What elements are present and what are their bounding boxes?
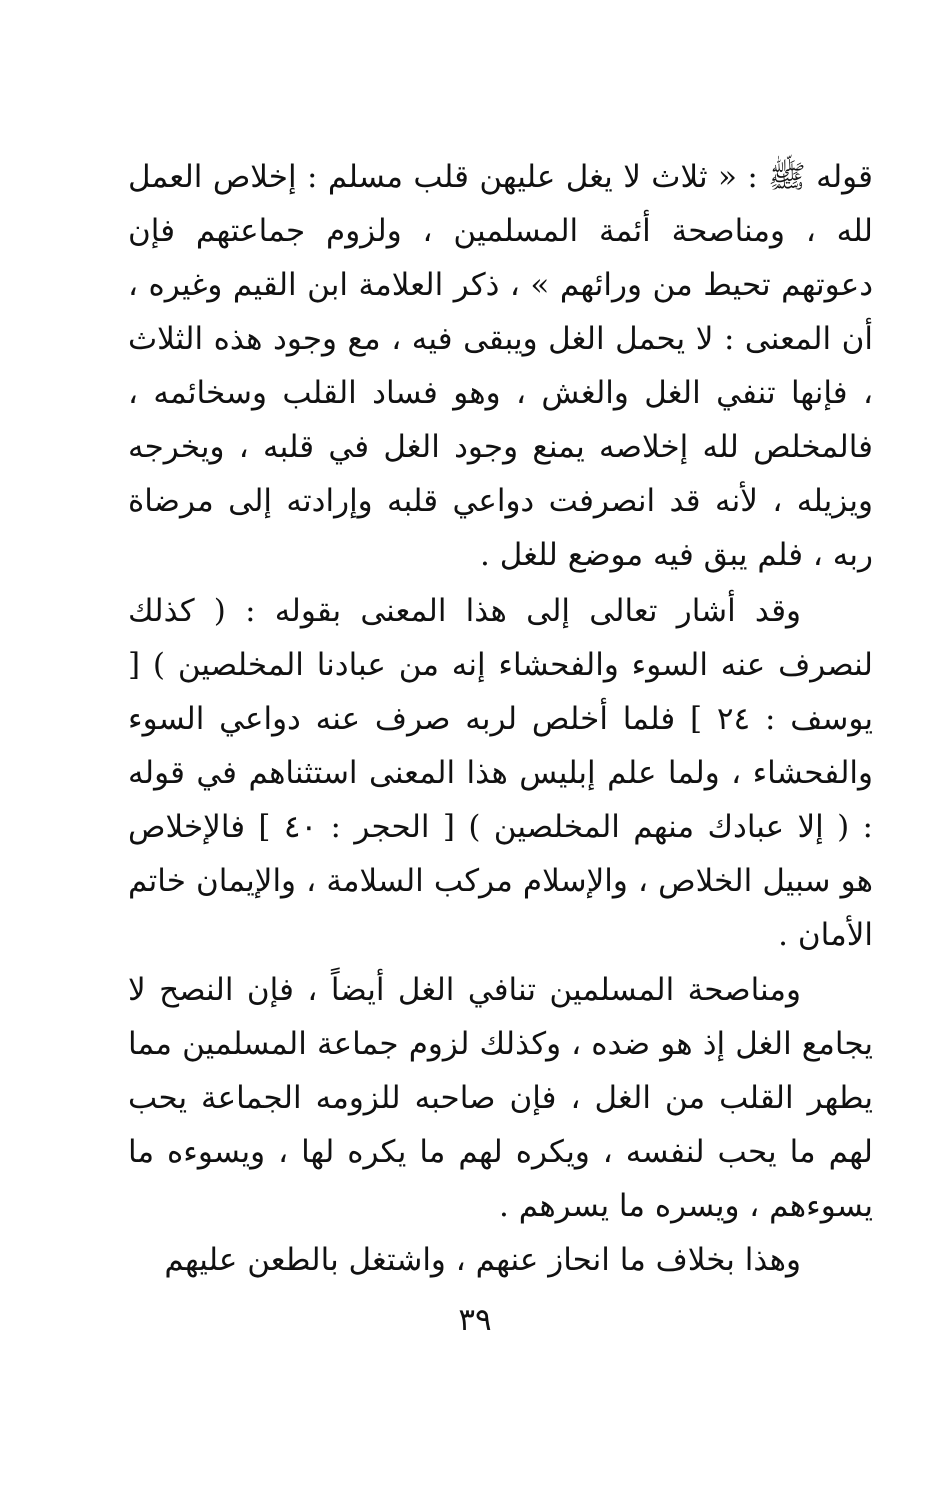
paragraph-2	[128, 584, 873, 962]
paragraph-4	[128, 1233, 873, 1287]
paragraph-1-text: قوله ﷺ : « ثلاث لا يغل عليهن قلب مسلم : إخلاص العمل لله ، ومناصحة أئمة المسلمين ، ولزوم جماعتهم فإن دعوتهم تحيط من ورائهم » ، ذكر العلامة ابن القيم وغيره ، أن المعنى : لا يحمل الغل ويبقى فيه ، مع وجود هذه الثلاث ، فإنها تنفي الغل والغش ، وهو فساد القلب وسخائمه ، فالمخلص لله إخلاصه يمنع وجود الغل في قلبه ، ويخرجه ويزيله ، لأنه قد انصرفت دواعي قلبه وإرادته إلى مرضاة ربه ، فلم يبق فيه موضع للغل .	[128, 159, 873, 573]
page-number: ٣٩	[458, 1302, 492, 1338]
paragraph-3-text: ومناصحة المسلمين تنافي الغل أيضاً ، فإن النصح لا يجامع الغل إذ هو ضده ، وكذلك لزوم جماعة المسلمين مما يطهر القلب من الغل ، فإن صاحبه للزومه الجماعة يحب لهم ما يحب لنفسه ، ويكره لهم ما يكره لها ، ويسوءه ما يسوءهم ، ويسره ما يسرهم .	[128, 972, 873, 1224]
paragraph-2-text: وقد أشار تعالى إلى هذا المعنى بقوله : ( كذلك لنصرف عنه السوء والفحشاء إنه من عبادنا المخلصين ) [ يوسف : ٢٤ ] فلما أخلص لربه صرف عنه دواعي السوء والفحشاء ، ولما علم إبليس هذا المعنى استثناهم في قوله : ( إلا عبادك منهم المخلصين ) [ الحجر : ٤٠ ] فالإخلاص هو سبيل الخلاص ، والإسلام مركب السلامة ، والإيمان خاتم الأمان .	[128, 593, 873, 953]
paragraph-1	[128, 150, 873, 582]
paragraph-3	[128, 963, 873, 1233]
paragraph-4-text: وهذا بخلاف ما انحاز عنهم ، واشتغل بالطعن عليهم	[164, 1242, 801, 1278]
